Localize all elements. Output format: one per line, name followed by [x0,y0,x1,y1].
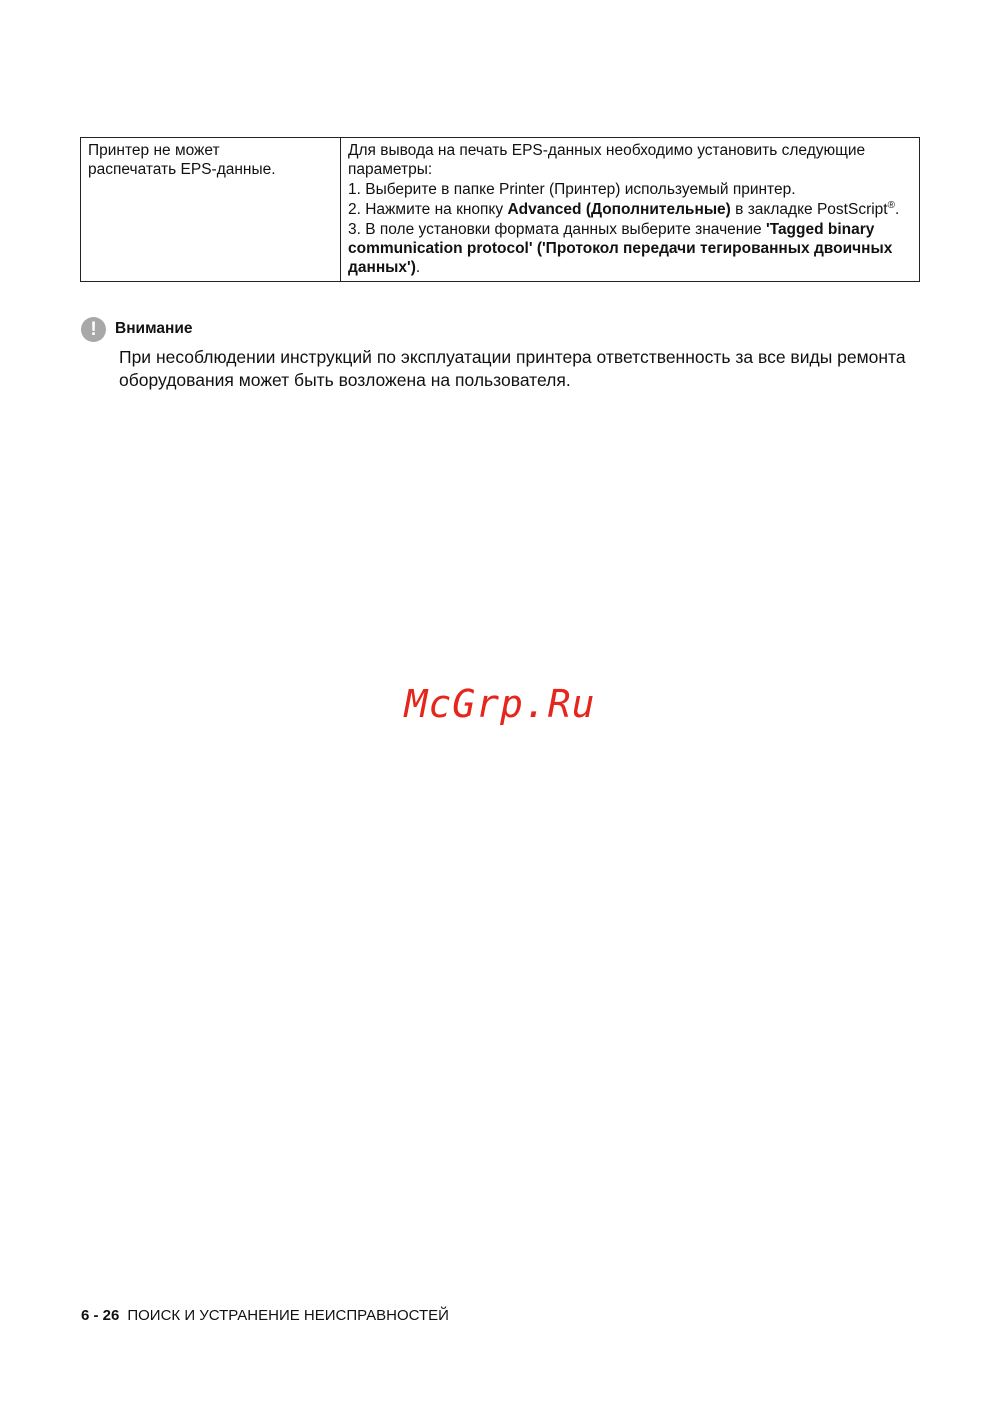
solution-step-3 [348,220,913,277]
section-title: ПОИСК И УСТРАНЕНИЕ НЕИСПРАВНОСТЕЙ [127,1307,449,1324]
solution-intro: Для вывода на печать EPS-данных необходимо установить следующие параметры: [348,142,866,178]
problem-line: Принтер не может [88,142,220,159]
page-footer [81,1307,449,1324]
caution-header [81,317,921,341]
caution-text: При несоблюдении инструкций по эксплуатации принтера ответственность за все виды ремонта оборудования может быть возложена на пользователя. [119,347,906,390]
problem-cell [81,138,341,282]
problem-line: распечатать EPS-данные. [88,161,276,178]
step-2-text-after: в закладке PostScript [730,201,888,218]
step-2-text: 2. Нажмите на кнопку [348,201,508,218]
protocol-value: 'Tagged binary communication protocol' ('Протокол передачи тегированных двоичных данных') [348,221,893,276]
solution-step-1: 1. Выберите в папке Printer (Принтер) используемый принтер. [348,181,796,198]
table-row [81,138,920,282]
page-number: 6 - 26 [81,1307,120,1324]
caution-note [81,317,921,392]
exclamation-icon: ! [81,317,106,342]
step-3-text: 3. В поле установки формата данных выберите значение [348,221,766,238]
troubleshooting-table [80,137,920,282]
step-2-end: . [894,201,900,218]
solution-cell [341,138,920,282]
solution-step-2 [348,200,913,219]
caution-title: Внимание [115,320,193,337]
step-3-end: . [415,259,421,276]
advanced-button-label: Advanced (Дополнительные) [507,201,731,218]
watermark: McGrp.Ru [404,682,596,726]
registered-mark: ® [887,200,895,211]
